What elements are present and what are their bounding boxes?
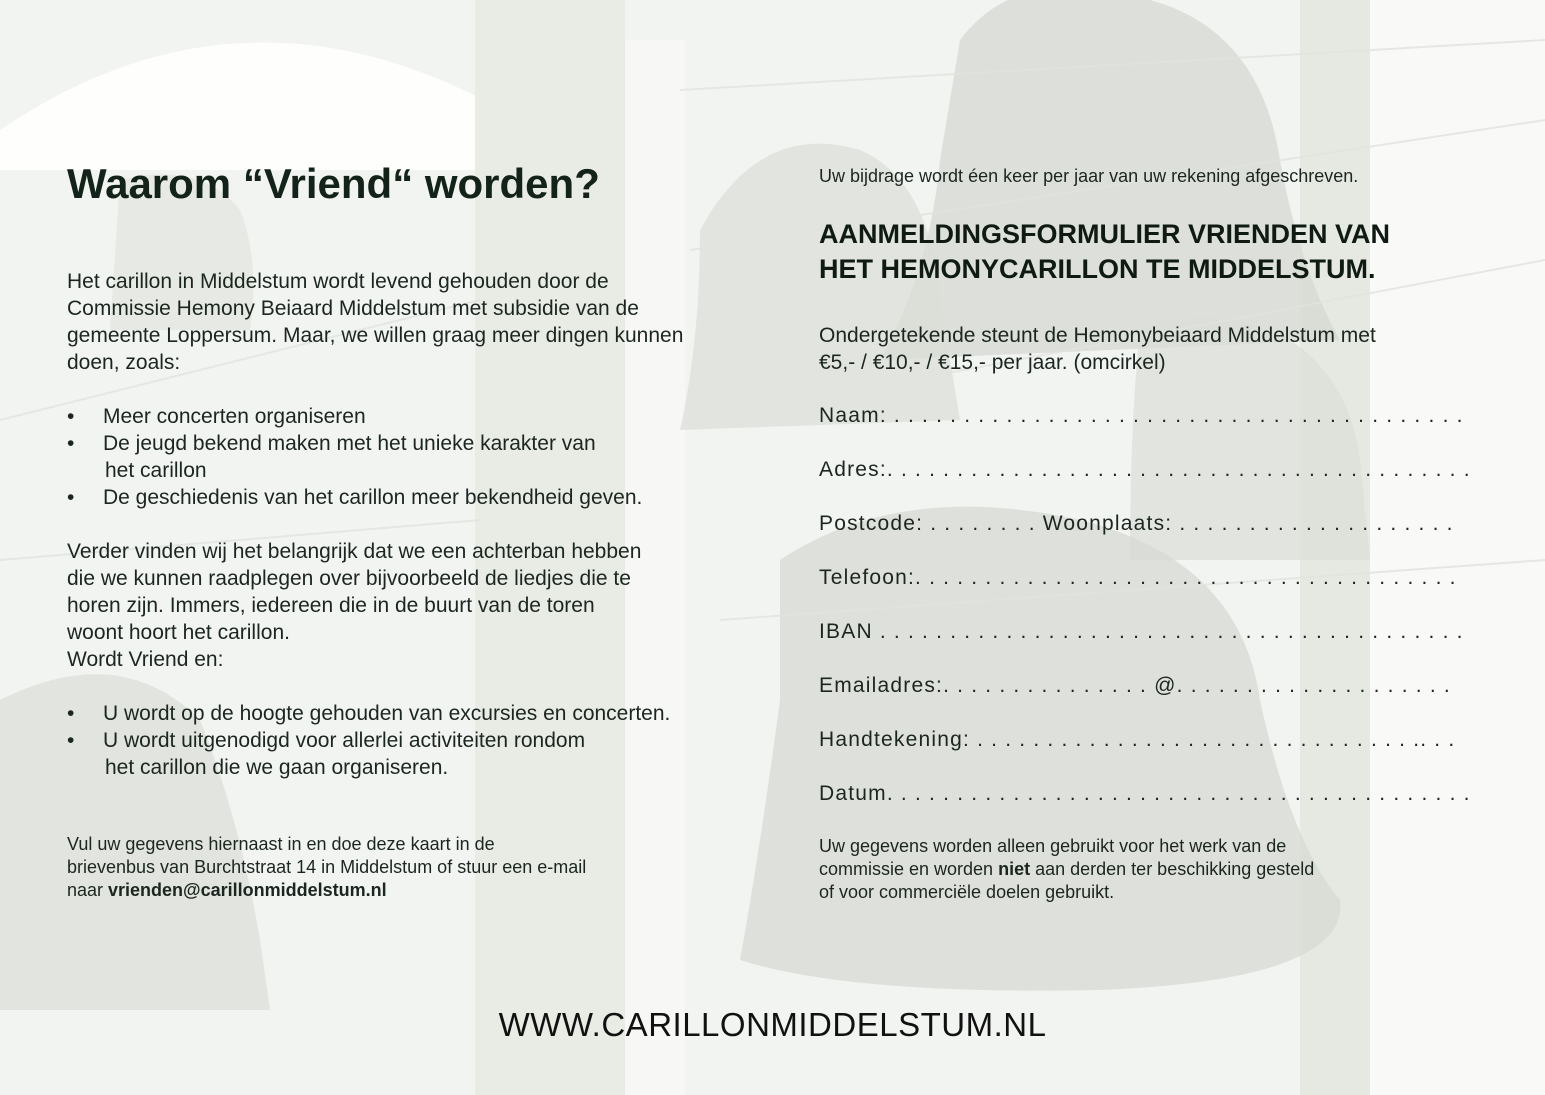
intro-line: gemeente Loppersum. Maar, we willen graag meer dingen kunnen	[67, 324, 684, 347]
address-field[interactable]: Adres:. . . . . . . . . . . . . . . . . . . . . . . . . . . . . . . . . . . . . . . . . .	[819, 458, 1471, 481]
middle-line: woont hoort het carillon.	[67, 621, 290, 644]
postcode-city-field[interactable]: Postcode: . . . . . . . . Woonplaats: . . . . . . . . . . . . . . . . . . . .	[819, 512, 1454, 535]
list-item: • Meer concerten organiseren	[67, 405, 366, 428]
signature-field[interactable]: Handtekening: . . . . . . . . . . . . . . . . . . . . . . . . . . . . . . . .. . .	[819, 728, 1456, 751]
middle-line: Verder vinden wij het belangrijk dat we een achterban hebben	[67, 540, 642, 563]
list-item: • De jeugd bekend maken met het unieke karakter van het carillon	[67, 432, 596, 482]
name-field[interactable]: Naam: . . . . . . . . . . . . . . . . . . . . . . . . . . . . . . . . . . . . . . . . .	[819, 404, 1464, 427]
iban-field[interactable]: IBAN . . . . . . . . . . . . . . . . . . . . . . . . . . . . . . . . . . . . . . . . . .	[819, 620, 1464, 643]
date-field[interactable]: Datum. . . . . . . . . . . . . . . . . . . . . . . . . . . . . . . . . . . . . . . . . .	[819, 782, 1471, 805]
email-field[interactable]: Emailadres:. . . . . . . . . . . . . . . @. . . . . . . . . . . . . . . . . . . .	[819, 674, 1451, 697]
bullet-icon: •	[67, 729, 75, 752]
list-item: • U wordt op de hoogte gehouden van excursies en concerten.	[67, 702, 671, 725]
middle-line: horen zijn. Immers, iedereen die in de buurt van de toren	[67, 594, 595, 617]
bullet-list-goals	[67, 403, 642, 511]
list-item: • De geschiedenis van het carillon meer bekendheid geven.	[67, 486, 643, 509]
phone-field[interactable]: Telefoon:. . . . . . . . . . . . . . . . . . . . . . . . . . . . . . . . . . . . . . .	[819, 566, 1457, 589]
bullet-icon: •	[67, 405, 75, 428]
bullet-icon: •	[67, 702, 75, 725]
intro-line: Commissie Hemony Beiaard Middelstum met subsidie van de	[67, 297, 639, 320]
middle-line: die we kunnen raadplegen over bijvoorbeeld de liedjes die te	[67, 567, 631, 590]
intro-line: Het carillon in Middelstum wordt levend gehouden door de	[67, 270, 609, 293]
page-title: Waarom “Vriend“ worden?	[67, 160, 600, 207]
bullet-icon: •	[67, 432, 75, 455]
intro-line: doen, zoals:	[67, 351, 181, 374]
form-heading: AANMELDINGSFORMULIER VRIENDEN VAN HET HEMONYCARILLON TE MIDDELSTUM.	[819, 219, 1391, 284]
middle-paragraph	[67, 538, 641, 673]
middle-line: Wordt Vriend en:	[67, 648, 224, 671]
bullet-list-benefits	[67, 700, 670, 781]
privacy-note: Uw gegevens worden alleen gebruikt voor het werk van de commissie en worden niet aan derden ter beschikking gesteld of voor commerciële doelen gebruikt.	[819, 836, 1315, 902]
intro-paragraph	[67, 268, 683, 376]
bullet-icon: •	[67, 486, 75, 509]
email-link[interactable]: vrienden@carillonmiddelstum.nl	[108, 880, 387, 900]
return-instructions: Vul uw gegevens hiernaast in en doe deze kaart in de brievenbus van Burchtstraat 14 in Middelstum of stuur een e-mail naar vrienden@carillonmiddelstum.nl	[67, 834, 587, 900]
support-statement: Ondergetekende steunt de Hemonybeiaard Middelstum met €5,- / €10,- / €15,- per jaar. (omcirkel)	[819, 324, 1376, 374]
list-item: • U wordt uitgenodigd voor allerlei activiteiten rondom het carillon die we gaan organiseren.	[67, 729, 586, 779]
website-url: WWW.CARILLONMIDDELSTUM.NL	[498, 1006, 1047, 1043]
contribution-note: Uw bijdrage wordt éen keer per jaar van uw rekening afgeschreven.	[819, 166, 1359, 186]
